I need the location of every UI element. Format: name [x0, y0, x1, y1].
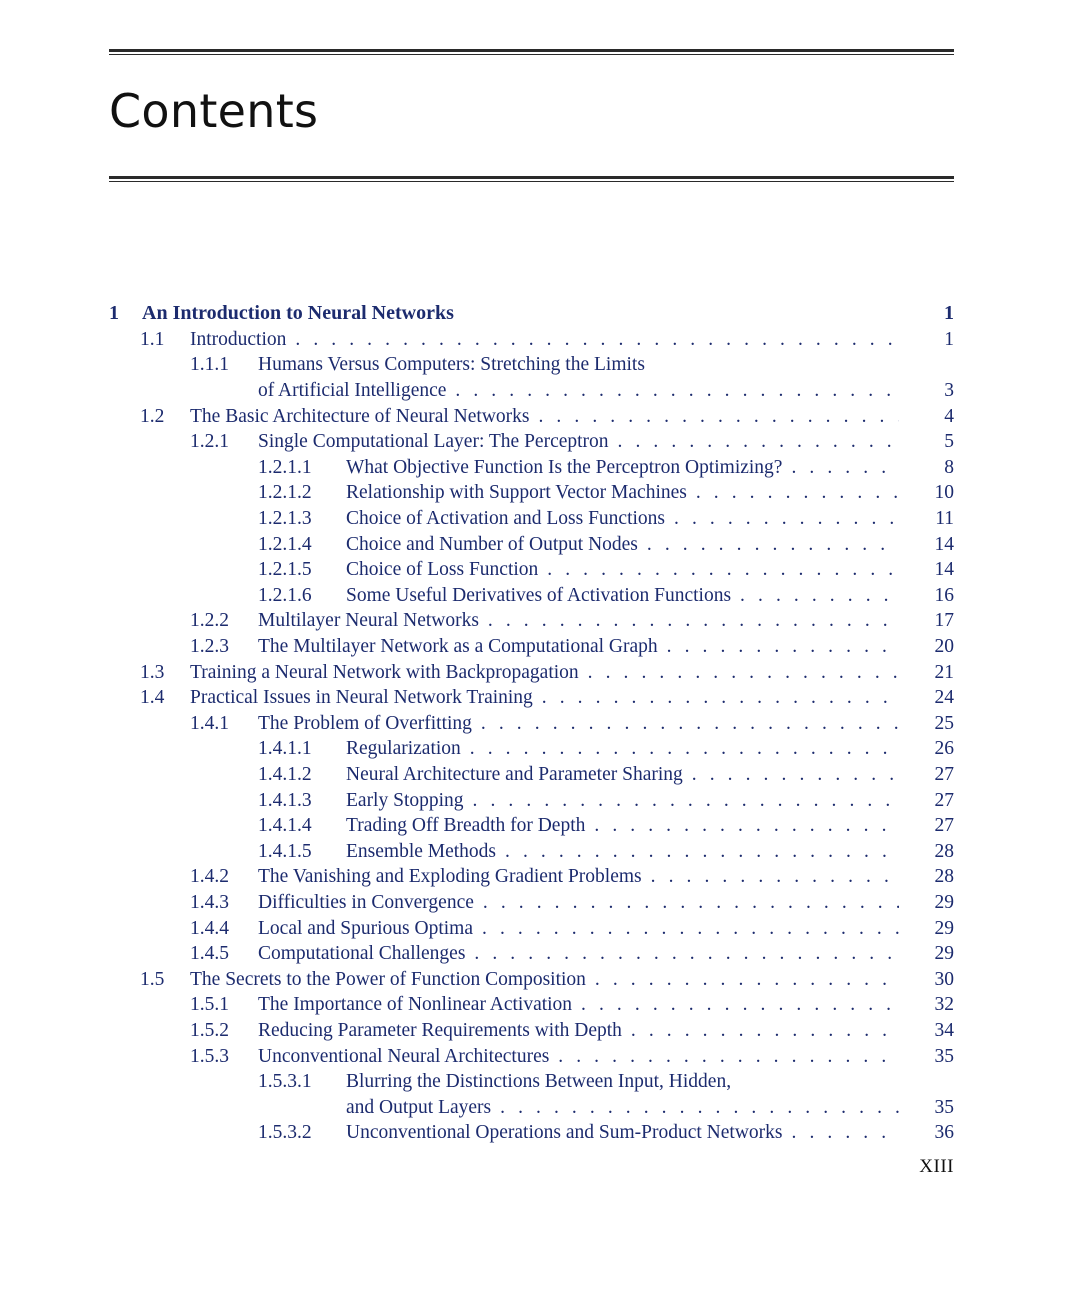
entry-page: 29: [934, 892, 954, 913]
entry-page: 35: [934, 1046, 954, 1067]
entry-title: Reducing Parameter Requirements with Depth . . .: [258, 1018, 899, 1044]
entry-title: Early Stopping . . .: [346, 788, 899, 814]
toc-entry[interactable]: [109, 583, 954, 609]
entry-number: 1: [109, 302, 119, 324]
entry-page: 1: [944, 302, 954, 324]
entry-title: Difficulties in Convergence . . .: [258, 890, 899, 916]
entry-page: 21: [934, 662, 954, 683]
toc-entry[interactable]: [109, 1120, 954, 1146]
entry-number: 1.2.1: [190, 431, 229, 452]
entry-page: 28: [934, 841, 954, 862]
entry-number: 1.3: [140, 662, 165, 683]
entry-number: 1.4: [140, 687, 165, 708]
entry-title: Computational Challenges . . .: [258, 941, 899, 967]
entry-page: 3: [944, 380, 954, 401]
toc-chapter-entry[interactable]: [109, 301, 954, 327]
entry-page: 24: [934, 687, 954, 708]
entry-title: Humans Versus Computers: Stretching the Limits: [258, 354, 645, 375]
entry-page: 29: [934, 943, 954, 964]
entry-title: of Artificial Intelligence . . .: [258, 378, 899, 404]
entry-page: 1: [944, 329, 954, 350]
entry-title: and Output Layers . . .: [346, 1095, 899, 1121]
entry-number: 1.5.2: [190, 1020, 229, 1041]
entry-number: 1.4.1.5: [258, 841, 312, 862]
entry-title: Some Useful Derivatives of Activation Functions . . .: [346, 583, 899, 609]
toc-entry[interactable]: [109, 967, 954, 993]
entry-page: 14: [934, 559, 954, 580]
toc-entry[interactable]: [109, 685, 954, 711]
entry-title: Multilayer Neural Networks . . .: [258, 608, 899, 634]
entry-number: 1.2.1.3: [258, 508, 312, 529]
entry-page: 16: [934, 585, 954, 606]
entry-title: Trading Off Breadth for Depth . . .: [346, 813, 899, 839]
entry-number: 1.2.1.5: [258, 559, 312, 580]
toc-entry[interactable]: [109, 480, 954, 506]
toc-entry[interactable]: [109, 762, 954, 788]
entry-title: The Vanishing and Exploding Gradient Problems . . .: [258, 864, 899, 890]
entry-title: Unconventional Neural Architectures . . .: [258, 1044, 899, 1070]
entry-page: 27: [934, 790, 954, 811]
entry-page: 27: [934, 764, 954, 785]
entry-title: Unconventional Operations and Sum-Product Networks . . .: [346, 1120, 899, 1146]
toc-entry[interactable]: [109, 941, 954, 967]
toc-entry[interactable]: [109, 506, 954, 532]
toc-entry[interactable]: [109, 839, 954, 865]
entry-title: Blurring the Distinctions Between Input, Hidden,: [346, 1071, 732, 1092]
toc-entry[interactable]: [109, 634, 954, 660]
entry-title: Local and Spurious Optima . . .: [258, 916, 899, 942]
entry-page: 30: [934, 969, 954, 990]
toc-entry[interactable]: [109, 992, 954, 1018]
toc-entry[interactable]: [109, 711, 954, 737]
entry-number: 1.2.1.1: [258, 457, 312, 478]
entry-title: Introduction . . .: [190, 327, 899, 353]
toc-entry[interactable]: [109, 352, 954, 378]
entry-title: The Importance of Nonlinear Activation . . .: [258, 992, 899, 1018]
toc-entry[interactable]: [109, 1018, 954, 1044]
entry-number: 1.4.3: [190, 892, 229, 913]
toc-entry[interactable]: [109, 1044, 954, 1070]
entry-number: 1.2.1.6: [258, 585, 312, 606]
toc-entry[interactable]: [109, 813, 954, 839]
entry-number: 1.4.4: [190, 918, 229, 939]
toc-entry[interactable]: [109, 608, 954, 634]
entry-number: 1.5: [140, 969, 165, 990]
entry-number: 1.2.1.2: [258, 482, 312, 503]
entry-number: 1.4.2: [190, 866, 229, 887]
toc-entry[interactable]: [109, 890, 954, 916]
entry-number: 1.5.3.2: [258, 1122, 312, 1143]
entry-number: 1.4.1.3: [258, 790, 312, 811]
entry-number: 1.1.1: [190, 354, 229, 375]
toc-entry[interactable]: [109, 557, 954, 583]
entry-title: Ensemble Methods . . .: [346, 839, 899, 865]
entry-number: 1.1: [140, 329, 165, 350]
toc-entry[interactable]: [109, 1069, 954, 1095]
entry-page: 10: [934, 482, 954, 503]
toc-entry[interactable]: [109, 916, 954, 942]
toc-entry[interactable]: [109, 532, 954, 558]
toc-entry[interactable]: [109, 455, 954, 481]
entry-page: 20: [934, 636, 954, 657]
entry-title: The Multilayer Network as a Computational Graph . . .: [258, 634, 899, 660]
page-number-footer: XIII: [919, 1156, 954, 1177]
entry-page: 29: [934, 918, 954, 939]
entry-title: What Objective Function Is the Perceptron Optimizing? . . .: [346, 455, 899, 481]
toc-entry[interactable]: [109, 660, 954, 686]
entry-page: 28: [934, 866, 954, 887]
entry-page: 34: [934, 1020, 954, 1041]
entry-title: Choice of Activation and Loss Functions . . .: [346, 506, 899, 532]
entry-page: 27: [934, 815, 954, 836]
toc-entry[interactable]: [109, 736, 954, 762]
entry-number: 1.5.3: [190, 1046, 229, 1067]
toc-entry[interactable]: [109, 327, 954, 353]
toc-entry[interactable]: [109, 429, 954, 455]
entry-number: 1.4.1: [190, 713, 229, 734]
entry-title: Choice of Loss Function . . .: [346, 557, 899, 583]
toc-entry-continuation[interactable]: [109, 1095, 954, 1121]
entry-title: Choice and Number of Output Nodes . . .: [346, 532, 899, 558]
entry-title: The Basic Architecture of Neural Networks . . .: [190, 404, 899, 430]
entry-title: Relationship with Support Vector Machines . . .: [346, 480, 899, 506]
entry-page: 36: [934, 1122, 954, 1143]
entry-title: The Problem of Overfitting . . .: [258, 711, 899, 737]
entry-number: 1.2.3: [190, 636, 229, 657]
toc-entry[interactable]: [109, 404, 954, 430]
entry-page: 4: [944, 406, 954, 427]
entry-page: 25: [934, 713, 954, 734]
entry-page: 26: [934, 738, 954, 759]
toc-entry-continuation[interactable]: [109, 378, 954, 404]
entry-title: Single Computational Layer: The Perceptron . . .: [258, 429, 899, 455]
toc-entry[interactable]: [109, 864, 954, 890]
entry-page: 11: [935, 508, 954, 529]
entry-title: Regularization . . .: [346, 736, 899, 762]
entry-number: 1.4.1.4: [258, 815, 312, 836]
entry-title: The Secrets to the Power of Function Composition . . .: [190, 967, 899, 993]
entry-page: 35: [934, 1097, 954, 1118]
entry-page: 8: [944, 457, 954, 478]
entry-page: 17: [934, 610, 954, 631]
entry-number: 1.5.1: [190, 994, 229, 1015]
entry-number: 1.2.1.4: [258, 534, 312, 555]
entry-page: 14: [934, 534, 954, 555]
page-title: Contents: [109, 84, 319, 138]
entry-page: 32: [934, 994, 954, 1015]
entry-title: An Introduction to Neural Networks: [142, 302, 454, 324]
entry-number: 1.4.1.1: [258, 738, 312, 759]
entry-number: 1.4.1.2: [258, 764, 312, 785]
entry-page: 5: [944, 431, 954, 452]
entry-title: Practical Issues in Neural Network Training . . .: [190, 685, 899, 711]
entry-number: 1.4.5: [190, 943, 229, 964]
entry-title: Neural Architecture and Parameter Sharing . . .: [346, 762, 899, 788]
entry-title: Training a Neural Network with Backpropagation . . .: [190, 660, 899, 686]
entry-number: 1.5.3.1: [258, 1071, 312, 1092]
toc-entry[interactable]: [109, 788, 954, 814]
entry-number: 1.2: [140, 406, 165, 427]
entry-number: 1.2.2: [190, 610, 229, 631]
